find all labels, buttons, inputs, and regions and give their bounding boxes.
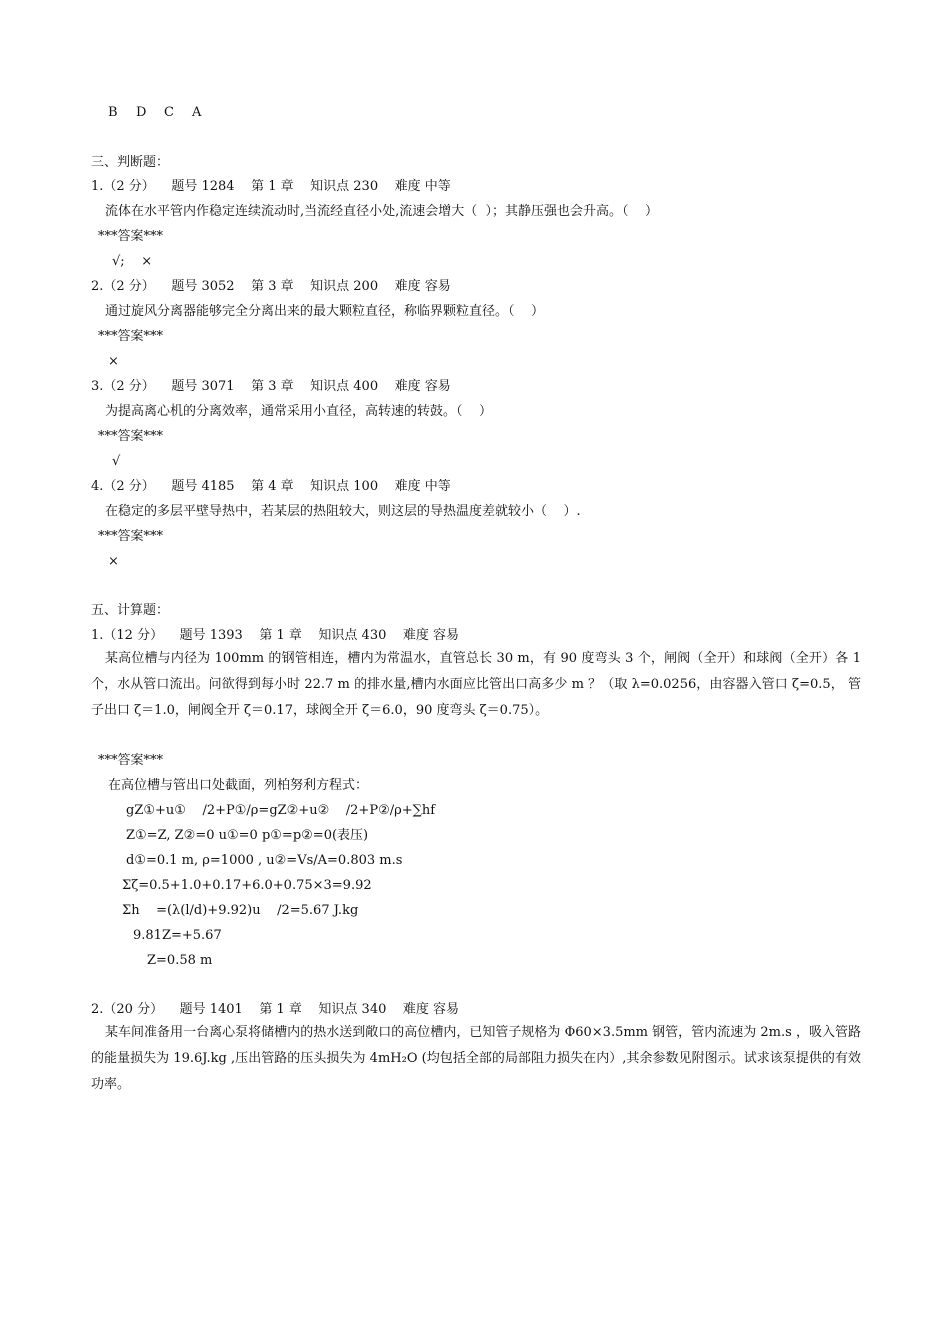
question-header: 1.（2 分） 题号 1284 第 1 章 知识点 230 难度 中等 [91,179,451,194]
solution-line: Σh =(λ(l/d)+9.92)u /2=5.67 J.kg [122,903,359,918]
question-header: 2.（2 分） 题号 3052 第 3 章 知识点 200 难度 容易 [91,279,451,294]
section-heading: 三、判断题： [91,155,170,170]
solution-line: d①=0.1 m, ρ=1000 , u②=Vs/A=0.803 m.s [126,853,403,868]
question-text: 某高位槽与内径为 100mm 的钢管相连，槽内为常温水，直管总长 30 m，有 90 度弯头 3 个，闸阀（全开）和球阀（全开）各 1 个，水从管口流出。问欲得到每小时 22.7 m 的排水量,槽内水面应比管出口高多少 m ？（取 λ=0.0256，由容器入管口 ζ=0.5， 管子出口 ζ＝1.0，闸阀全开 ζ＝0.17，球阀全开 ζ＝6.0，90 度弯头 ζ＝0.75）。 [91,651,861,718]
question-text: 某车间准备用一台离心泵将储槽内的热水送到敞口的高位槽内，已知管子规格为 Φ60×3.5mm 钢管，管内流速为 2m.s ，吸入管路的能量损失为 19.6J.kg ,压出管路的压头损失为 4mH₂O (均包括全部的局部阻力损失在内）,其余参数见附图示。试求该泵提供的有效功率。 [91,1025,861,1092]
question-header: 3.（2 分） 题号 3071 第 3 章 知识点 400 难度 容易 [91,379,451,394]
answer-label: ***答案*** [98,753,164,768]
question-header: 2.（20 分） 题号 1401 第 1 章 知识点 340 难度 容易 [91,1002,460,1017]
answer-text: √ [112,454,121,469]
mcq-answer-b: D [136,105,147,120]
solution-line: 在高位槽与管出口处截面，列柏努利方程式： [108,778,369,793]
mcq-answer-a: B [108,105,118,120]
question-header: 4.（2 分） 题号 4185 第 4 章 知识点 100 难度 中等 [91,479,451,494]
answer-label: ***答案*** [98,429,164,444]
answer-label: ***答案*** [98,229,164,244]
solution-line: gZ①+u① /2+P①/ρ=gZ②+u② /2+P②/ρ+∑hf [126,803,436,818]
mcq-answer-c: C [164,105,174,120]
solution-line: Z=0.58 m [147,953,213,968]
answer-text: × [108,354,119,369]
question-text: 在稳定的多层平壁导热中，若某层的热阻较大，则这层的导热温度差就较小（ ）. [105,504,581,519]
question-header: 1.（12 分） 题号 1393 第 1 章 知识点 430 难度 容易 [91,628,460,643]
answer-text: × [108,554,119,569]
answer-label: ***答案*** [98,529,164,544]
question-text: 为提高离心机的分离效率，通常采用小直径，高转速的转鼓。（ ） [105,404,493,419]
answer-text: √; × [112,254,153,269]
mcq-answer-d: A [192,105,202,120]
question-text: 流体在水平管内作稳定连续流动时,当流经直径小处,流速会增大（ ）；其静压强也会升高。（ ） [105,204,659,219]
question-text: 通过旋风分离器能够完全分离出来的最大颗粒直径，称临界颗粒直径。（ ） [105,304,545,319]
answer-label: ***答案*** [98,329,164,344]
solution-line: Σζ=0.5+1.0+0.17+6.0+0.75×3=9.92 [122,878,372,893]
solution-line: 9.81Z=+5.67 [133,928,222,943]
section-heading: 五、计算题： [91,603,170,618]
solution-line: Z①=Z, Z②=0 u①=0 p①=p②=0(表压) [126,828,369,843]
